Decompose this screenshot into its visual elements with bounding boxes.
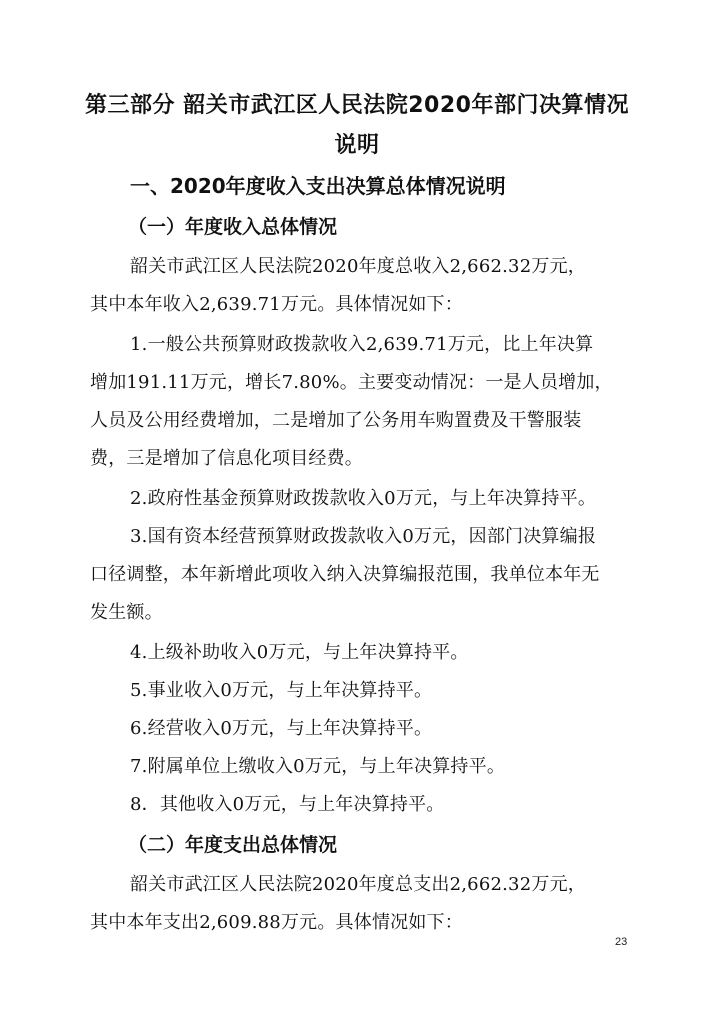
- income-item-1-line-4: 费，三是增加了信息化项目经费。: [90, 448, 363, 469]
- income-item-1-line-2: 增加191.11万元，增长7.80%。主要变动情况：一是人员增加，: [90, 372, 613, 393]
- income-item-2: 2.政府性基金预算财政拨款收入0万元，与上年决算持平。: [130, 488, 597, 509]
- income-item-4: 4.上级补助收入0万元，与上年决算持平。: [130, 642, 469, 663]
- expenditure-summary-line-2: 其中本年支出2,609.88万元。具体情况如下：: [90, 912, 463, 933]
- income-item-1-line-1: 1.一般公共预算财政拨款收入2,639.71万元，比上年决算: [130, 334, 594, 355]
- page-number: 23: [615, 936, 628, 948]
- expenditure-summary-line-1: 韶关市武江区人民法院2020年度总支出2,662.32万元，: [130, 874, 586, 895]
- income-item-3-line-3: 发生额。: [90, 602, 163, 623]
- income-item-3-line-1: 3.国有资本经营预算财政拨款收入0万元，因部门决算编报: [130, 526, 597, 547]
- document-title-line-2: 说明: [334, 133, 380, 158]
- income-summary-line-2: 其中本年收入2,639.71万元。具体情况如下：: [90, 294, 463, 315]
- income-item-7: 7.附属单位上缴收入0万元，与上年决算持平。: [130, 756, 506, 777]
- section-heading: 一、2020年度收入支出决算总体情况说明: [130, 174, 506, 198]
- document-title-line-1: 第三部分 韶关市武江区人民法院2020年部门决算情况: [85, 93, 629, 118]
- income-summary-line-1: 韶关市武江区人民法院2020年度总收入2,662.32万元，: [130, 256, 586, 277]
- income-item-3-line-2: 口径调整，本年新增此项收入纳入决算编报范围，我单位本年无: [90, 564, 600, 585]
- income-item-8: 8．其他收入0万元，与上年决算持平。: [130, 794, 445, 815]
- income-item-5: 5.事业收入0万元，与上年决算持平。: [130, 680, 433, 701]
- expenditure-subheading: （二）年度支出总体情况: [128, 834, 338, 856]
- income-item-1-line-3: 人员及公用经费增加，二是增加了公务用车购置费及干警服装: [90, 410, 582, 431]
- income-subheading: （一）年度收入总体情况: [128, 216, 338, 238]
- income-item-6: 6.经营收入0万元，与上年决算持平。: [130, 718, 433, 739]
